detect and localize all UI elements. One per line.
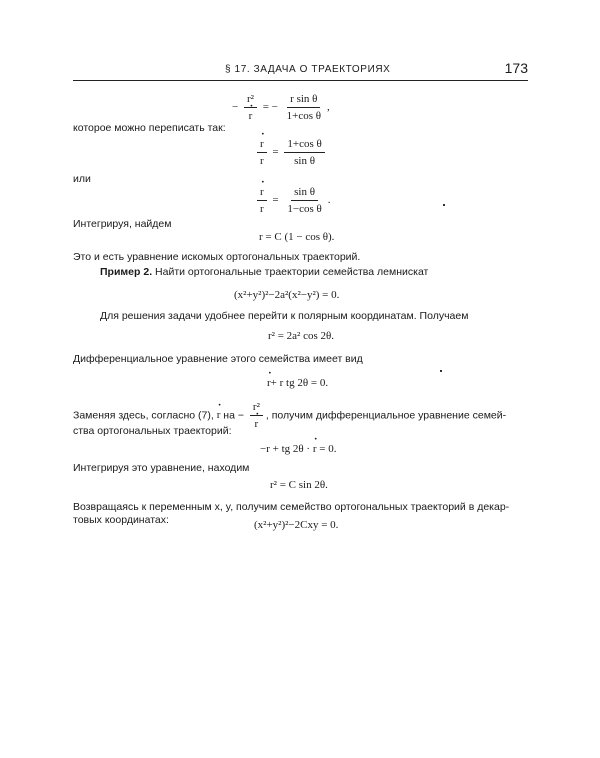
print-speck — [443, 204, 445, 206]
equation-10: (x²+y²)²−2Cxy = 0. — [254, 519, 339, 531]
equation-5: (x²+y²)²−2a²(x²−y²) = 0. — [234, 289, 340, 301]
example-text: Найти ортогональные траектории семейства лемнискат — [155, 266, 429, 278]
print-speck — [440, 370, 442, 372]
paragraph-substitution-cont: ства ортогональных траекторий: — [73, 425, 232, 437]
equation-8: −r + tg 2θ · · r = 0. — [260, 442, 336, 456]
paragraph-conclusion: Это и есть уравнение искомых ортогональных траекторий. — [73, 251, 361, 263]
paragraph-integrating-2: Интегрируя это уравнение, находим — [73, 462, 250, 474]
paragraph-cartesian-cont: товых координатах: — [73, 514, 169, 526]
running-header — [73, 62, 528, 81]
equation-3: · $\frac{r}{r}$ = $\frac{\text{sin θ}}{\text{1−cos θ}}$ . — [254, 185, 331, 216]
paragraph-cartesian: Возвращаясь к переменным x, y, получим семейство ортогональных траекторий в декар- — [73, 501, 510, 513]
equation-9: r² = C sin 2θ. — [270, 479, 328, 491]
equation-6: r² = 2a² cos 2θ. — [268, 330, 335, 342]
section-title: § 17. ЗАДАЧА О ТРАЕКТОРИЯХ — [225, 64, 391, 75]
equation-4: r = C (1 − cos θ). — [259, 231, 335, 243]
equation-7: · r+ r tg 2θ = 0. — [267, 376, 328, 390]
paragraph-or: или — [73, 173, 91, 185]
equation-1: − r² · r = − $\frac{\text{r sin θ}}{\text{1+cos θ}}$ , — [232, 92, 330, 123]
page-number: 173 — [504, 60, 528, 76]
paragraph-diffeq: Дифференциальное уравнение этого семейства имеет вид — [73, 353, 363, 365]
example-label: Пример 2. — [100, 266, 153, 278]
paragraph-substitution: Заменяя здесь, согласно (7), · r на − r² · r , получим дифференциальное уравнение семей- — [73, 400, 506, 431]
paragraph-integrating: Интегрируя, найдем — [73, 218, 172, 230]
paragraph-rewrite: которое можно переписать так: — [73, 122, 226, 134]
paragraph-polar: Для решения задачи удобнее перейти к полярным координатам. Получаем — [100, 310, 469, 322]
equation-2: · $\frac{r}{r}$ = $\frac{\text{1+cos θ}}{\text{sin θ}}$ — [254, 137, 328, 168]
example-2 — [100, 265, 428, 279]
